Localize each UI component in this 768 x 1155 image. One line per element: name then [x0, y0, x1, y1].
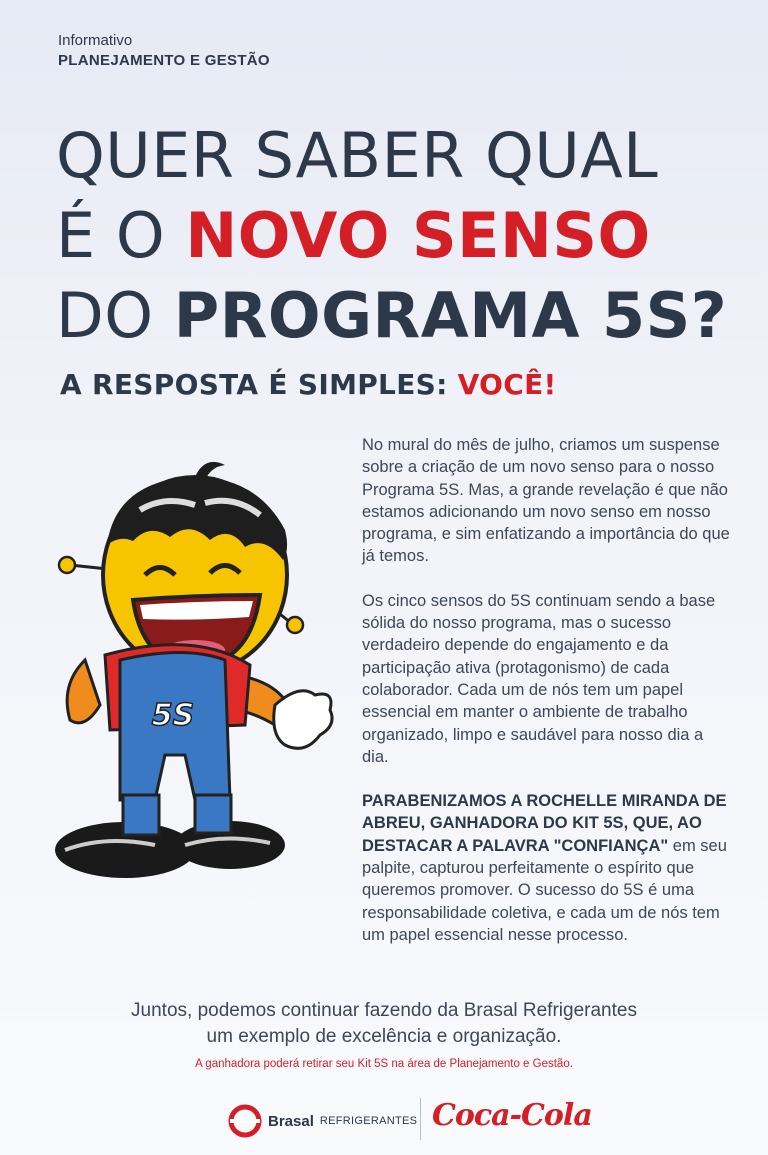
mascot-illustration	[45, 455, 335, 895]
headline-line-2	[56, 196, 756, 276]
body-text-column	[362, 434, 732, 968]
mascot-shirt-label: 5S	[151, 698, 195, 733]
headline-line-3-prefix: DO	[56, 279, 174, 352]
brasal-logo-icon	[228, 1104, 262, 1138]
informativo-label: Informativo	[58, 32, 133, 49]
subheading-text: A RESPOSTA É SIMPLES:	[60, 368, 458, 401]
body-paragraph-3	[362, 790, 732, 946]
brasal-logo	[228, 1104, 417, 1138]
winner-announcement: PARABENIZAMOS A ROCHELLE MIRANDA DE ABREU, GANHADORA DO KIT 5S, QUE, AO DESTACAR A PALAVRA "CONFIANÇA"	[362, 792, 727, 855]
body-paragraph-2: Os cinco sensos do 5S continuam sendo a base sólida do nosso programa, mas o sucesso verdadeiro depende do engajamento e da participação ativa (protagonismo) de cada colaborador. Cada um de nós tem um papel essencial em manter o ambiente de trabalho organizado, limpo e saudável para nosso dia a dia.	[362, 591, 716, 766]
brasal-logo-sub: REFRIGERANTES	[319, 1115, 418, 1127]
body-paragraph-1: No mural do mês de julho, criamos um suspense sobre a criação de um novo senso para o nosso Programa 5S. Mas, a grande revelação é que não estamos adicionando um novo senso em nosso programa, e sim enfatizando a importância do que já temos.	[362, 436, 730, 566]
headline-highlight: NOVO SENSO	[185, 199, 651, 272]
coca-cola-logo: Coca-Cola	[432, 1098, 592, 1133]
headline-line-3	[56, 276, 756, 356]
headline	[56, 116, 756, 356]
closing-statement	[0, 998, 768, 1050]
department-name: PLANEJAMENTO E GESTÃO	[58, 52, 270, 69]
headline-line-2-prefix: É O	[56, 199, 186, 272]
body-paragraph-3-rest: em seu palpite, capturou perfeitamente o espírito que queremos promover. O sucesso do 5S é uma responsabilidade coletiva, e cada um de nós tem um papel essencial nesse processo.	[362, 836, 727, 944]
closing-line-1: Juntos, podemos continuar fazendo da Brasal Refrigerantes	[131, 1000, 637, 1021]
informativo-header	[58, 31, 270, 71]
footer-logos	[0, 1098, 768, 1144]
brasal-logo-name: Brasal	[268, 1112, 314, 1130]
headline-program: PROGRAMA 5S?	[173, 279, 728, 352]
subheading	[60, 368, 557, 401]
pickup-note: A ganhadora poderá retirar seu Kit 5S na área de Planejamento e Gestão.	[195, 1058, 573, 1070]
footer-divider	[420, 1098, 421, 1140]
headline-line-1: QUER SABER QUAL	[56, 119, 659, 192]
closing-line-2: um exemplo de excelência e organização.	[206, 1026, 562, 1047]
subheading-highlight: VOCÊ!	[457, 368, 557, 401]
